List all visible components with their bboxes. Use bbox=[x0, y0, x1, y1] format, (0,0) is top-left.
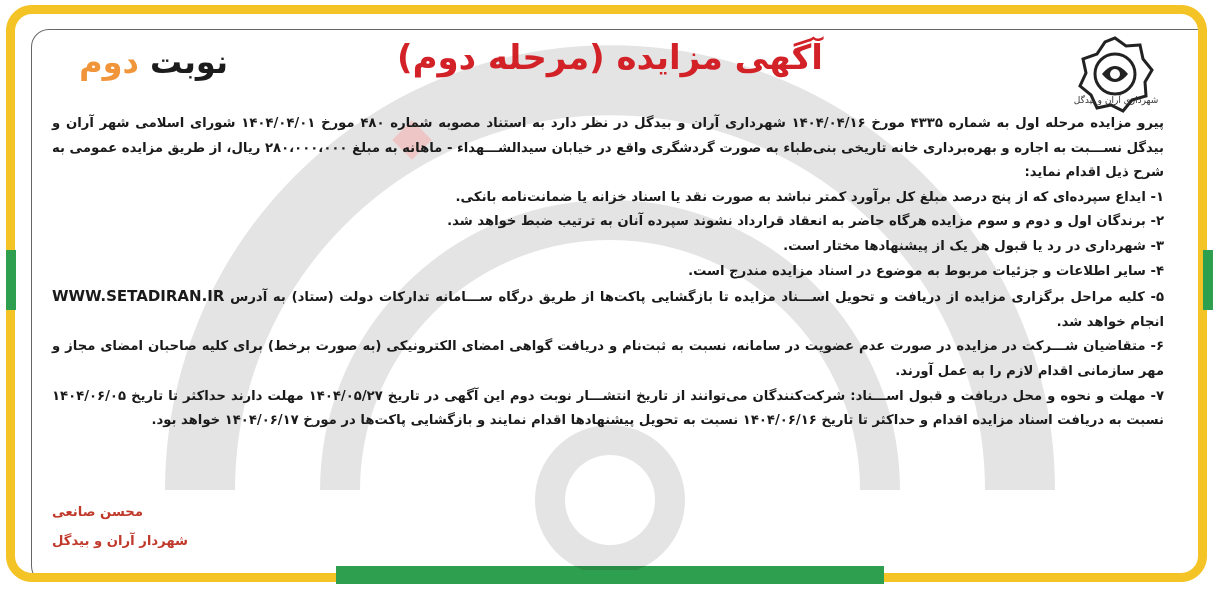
condition-item-3: ۳- شهرداری در رد یا قبول هر یک از پیشنهادها مختار است. bbox=[783, 238, 1164, 254]
intro-paragraph: پیرو مزایده مرحله اول به شماره ۴۳۳۵ مورخ ۱۴۰۴/۰۴/۱۶ شهرداری آران و بیدگل در نظر دارد به استناد مصوبه شماره ۴۸۰ مورخ ۱۴۰۴/۰۴/۰۱ شورای اسلامی شهر آران و بیدگل نســـبت به اجاره و بهره‌برداری خانه تاریخی بنی‌طباء به صورت گردشگری واقع در خیابان سیدالشـــهداء - ماهانه به مبلغ ۲۸۰،۰۰۰،۰۰۰ ریال، از طریق مزایده عمومی به شرح ذیل اقدام نماید: bbox=[52, 116, 1164, 181]
condition-item-1: ۱- ایداع سپرده‌ای که از پنج درصد مبلغ کل برآورد کمتر نباشد به صورت نقد یا اسناد خزانه یا ضمانت‌نامه بانکی. bbox=[455, 189, 1164, 205]
condition-item-4: ۴- سایر اطلاعات و جزئیات مربوط به موضوع در اسناد مزایده مندرج است. bbox=[688, 263, 1164, 279]
signatory-role: شهردار آران و بیدگل bbox=[52, 534, 189, 549]
notice-body bbox=[52, 112, 1164, 434]
round-label bbox=[78, 42, 228, 82]
condition-item-7: ۷- مهلت و نحوه و محل دریافت و قبول اســـناد: شرکت‌کنندگان می‌توانند از تاریخ انتشـــار نوبت دوم این آگهی در تاریخ ۱۴۰۴/۰۵/۲۷ مهلت دارند حداکثر تا تاریخ ۱۴۰۴/۰۶/۰۵ نسبت به دریافت اسناد مزایده اقدام و حداکثر تا تاریخ ۱۴۰۴/۰۶/۱۶ نسبت به تحویل پیشنهادها اقدام نمایند و بازگشایی پاکت‌ها در مورخ ۱۴۰۴/۰۶/۱۷ خواهد بود. bbox=[52, 388, 1164, 429]
logo-caption: شهرداری آران و بیدگل bbox=[1073, 96, 1159, 106]
green-stripe-right bbox=[1203, 250, 1213, 310]
round-word-2: دوم bbox=[79, 43, 139, 81]
item5-text-end: انجام خواهد شد. bbox=[1056, 314, 1164, 330]
condition-item-2: ۲- برندگان اول و دوم و سوم مزایده هرگاه حاضر به انعقاد قرارداد نشوند سپرده آنان به ترتیب ضبط خواهد شد. bbox=[447, 214, 1164, 230]
item5-text: ۵- کلیه مراحل برگزاری مزایده از دریافت و تحویل اســـناد مزایده تا بازگشایی پاکت‌ها از طریق درگاه ســـامانه تدارکات دولت (ستاد) به آدرس bbox=[230, 290, 1165, 306]
signatory-name: محسن صانعی bbox=[52, 505, 143, 520]
setad-url-link[interactable]: WWW.SETADIRAN.IR bbox=[52, 287, 225, 306]
condition-item-6: ۶- متقاضیان شـــرکت در مزایده در صورت عدم عضویت در سامانه، نسبت به ثبت‌نام و دریافت گواهی امضای الکترونیکی (به صورت برخط) برای کلیه صاحبان امضای مجاز و مهر سازمانی اقدام لازم را به عمل آورند. bbox=[52, 339, 1164, 379]
round-word-1: نوبت bbox=[150, 43, 228, 81]
green-stripe-left bbox=[6, 250, 16, 310]
condition-item-5 bbox=[52, 284, 1164, 335]
page-title: آگهی مزایده (مرحله دوم) bbox=[397, 38, 823, 78]
